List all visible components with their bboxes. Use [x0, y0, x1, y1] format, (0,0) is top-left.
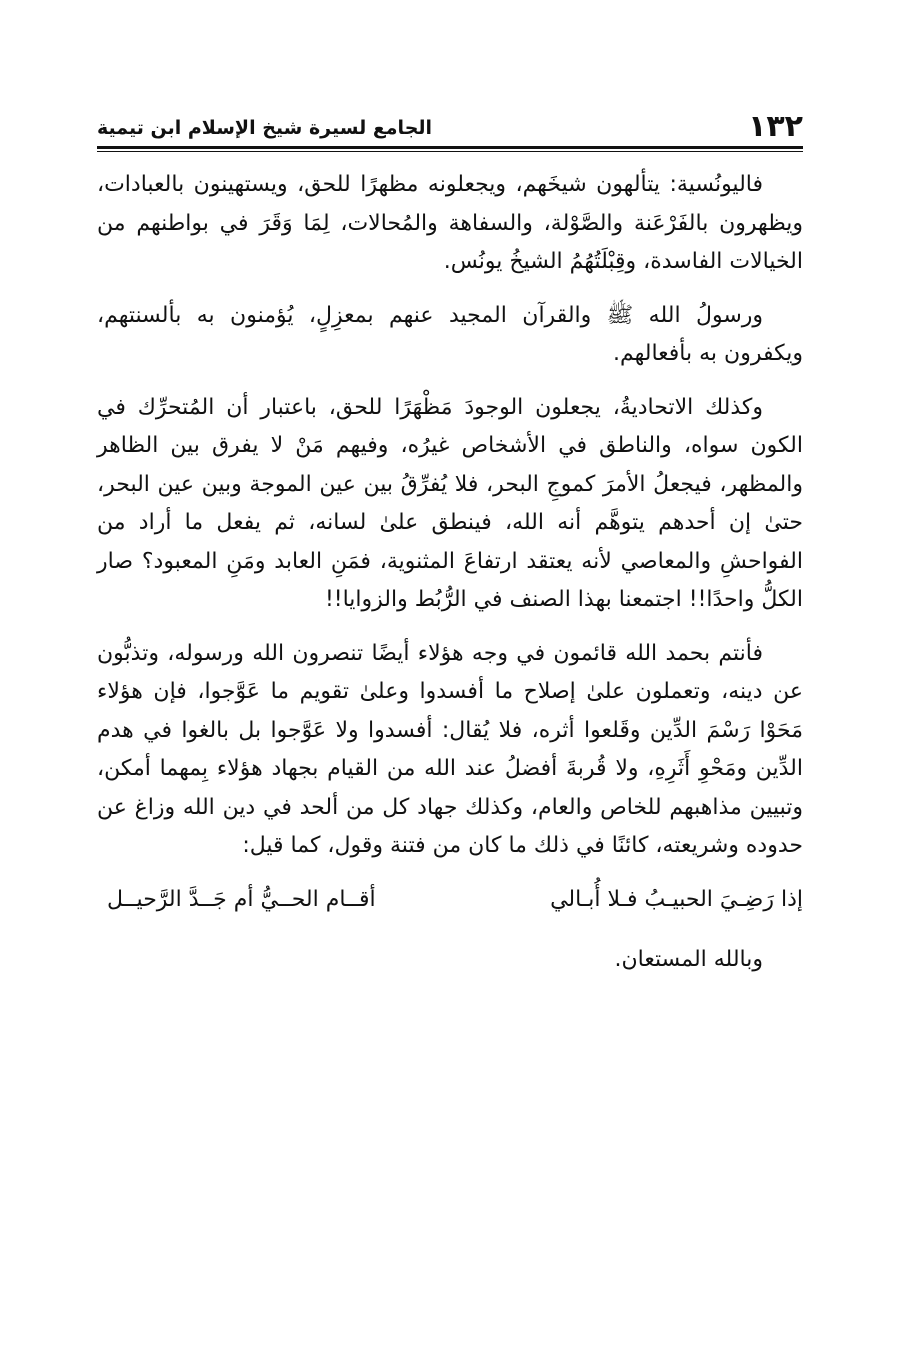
- paragraph-jihad: فأنتم بحمد الله قائمون في وجه هؤلاء أيضًا تنصرون الله ورسوله، وتذبُّون عن دينه، وتعملون علىٰ إصلاح ما أفسدوا وعلىٰ تقويم ما عَوَّجوا، فإن هؤلاء مَحَوْا رَسْمَ الدِّين وقَلعوا أثره، فلا يُقال: أفسدوا ولا عَوَّجوا بل بالغوا في هدم الدِّين ومَحْوِ أَثَرِهِ، ولا قُربةَ أفضلُ عند الله من القيام بجهاد هؤلاء بِمهما أمكن، وتبيين مذاهبهم للخاص والعام، وكذلك جهاد كل من ألحد في دين الله وزاغ عن حدوده وشريعته، كائنًا في ذلك ما كان من فتنة وقول، كما قيل:: [97, 640, 803, 858]
- poem-second-hemistich: أقــام الحــيُّ أم جَــدَّ الرَّحيــل: [107, 886, 376, 912]
- running-title: الجامع لسيرة شيخ الإسلام ابن تيمية: [97, 117, 433, 139]
- closing-line: وبالله المستعان.: [614, 946, 763, 972]
- page-header: [97, 104, 803, 144]
- header-rule: [97, 146, 803, 149]
- paragraph-messenger: ورسولُ الله ﷺ والقرآن المجيد عنهم بمعزِلٍ، يُؤمنون به بألسنتهم، ويكفرون به بأفعالهم.: [97, 302, 803, 366]
- paragraph-yunusiyya: فاليونُسية: يتألهون شيخَهم، ويجعلونه مظهرًا للحق، ويستهينون بالعبادات، ويظهرون بالفَرْعَنة والصَّوْلة، والسفاهة والمُحالات، لِمَا وَقَرَ في بواطنهم من الخيالات الفاسدة، وقِبْلَتُهُمُ الشيخُ يونُس.: [97, 172, 803, 274]
- header-rule-thin: [97, 151, 803, 152]
- poem-verse: [97, 881, 803, 919]
- poem-first-hemistich: إذا رَضِـيَ الحبيـبُ فـلا أُبـالي: [550, 886, 803, 912]
- paragraph-ittihadiyya: وكذلك الاتحاديةُ، يجعلون الوجودَ مَظْهَرًا للحق، باعتبار أن المُتحرِّك في الكون سواه، والناطق في الأشخاص غيرُه، وفيهم مَنْ لا يفرق بين الظاهر والمظهر، فيجعلُ الأمرَ كموجِ البحر، فلا يُفرِّقُ بين عين الموجة وبين عين البحر، حتىٰ إن أحدهم يتوهَّم أنه الله، فينطق علىٰ لسانه، ثم يفعل ما أراد من الفواحشِ والمعاصي لأنه يعتقد ارتفاعَ المثنوية، فمَنِ العابد ومَنِ المعبود؟ صار الكلُّ واحدًا!! اجتمعنا بهذا الصنف في الرُّبُط والزوايا!!: [97, 394, 803, 612]
- page-number: ١٣٢: [748, 109, 803, 144]
- page-body: [97, 166, 803, 979]
